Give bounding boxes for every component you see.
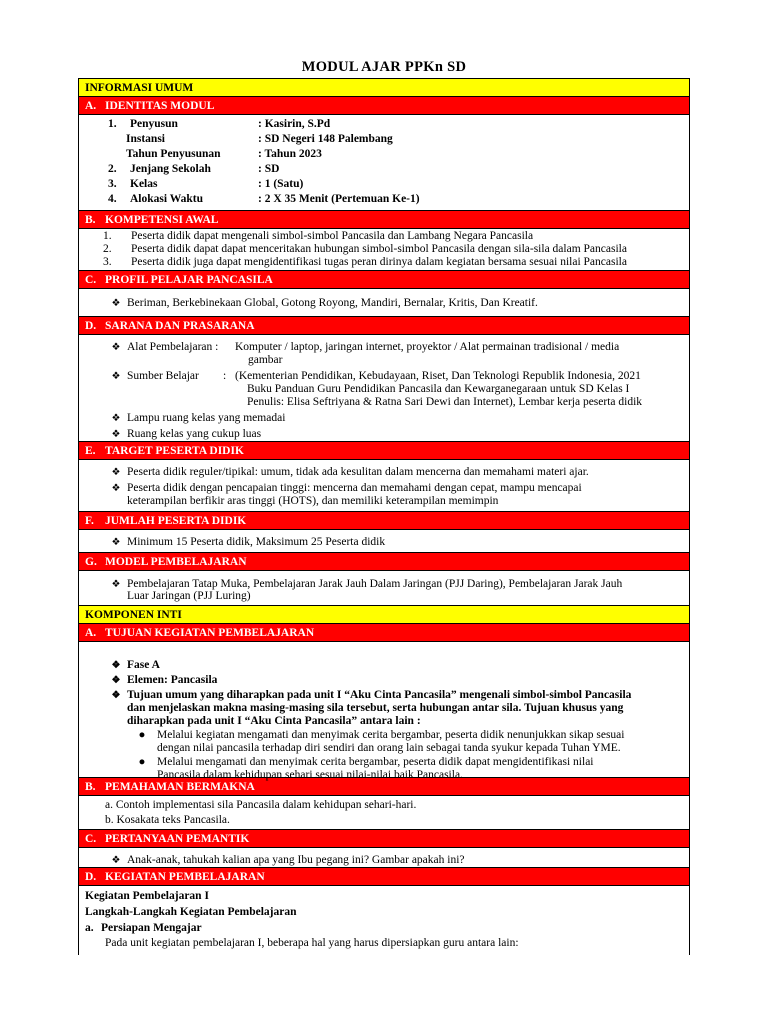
profil-content (79, 289, 689, 317)
list-item: ❖ Anak-anak, tahukah kalian apa yang Ibu pegang ini? Gambar apakah ini? (105, 853, 465, 868)
diamond-bullet-icon: ❖ (111, 467, 121, 478)
diamond-bullet-icon: ❖ (111, 660, 121, 671)
list-item: ❖ Peserta didik dengan pencapaian tinggi: mencerna dan memahami dengan cepat, mampu mencapai (105, 481, 687, 496)
heading-kegiatan-pembelajaran (79, 868, 689, 886)
list-item-continuation: Penulis: Elisa Seftriyana & Ratna Sari Dewi dan Internet), Lembar kerja peserta didik (247, 396, 643, 408)
list-item: 2. Peserta didik dapat dapat menceritakan hubungan simbol-simbol Pancasila dengan sila-sila dalam Pancasila (103, 243, 627, 255)
round-bullet-icon: ● (138, 729, 146, 741)
heading-kompetensi-awal (79, 211, 689, 229)
list-item: ❖ Beriman, Berkebinekaan Global, Gotong Royong, Mandiri, Bernalar, Kritis, Dan Kreatif. (105, 296, 538, 311)
heading-label: KEGIATAN PEMBELAJARAN (105, 870, 265, 883)
diamond-bullet-icon: ❖ (111, 675, 121, 686)
section-komponen-inti: KOMPONEN INTI (79, 606, 689, 624)
diamond-bullet-icon: ❖ (111, 855, 121, 866)
list-item: ❖ Fase A (105, 658, 160, 673)
page-title: MODUL AJAR PPKn SD (301, 59, 467, 75)
diamond-bullet-icon: ❖ (111, 429, 121, 440)
list-item-continuation: keterampilan berfikir aras tinggi (HOTS), dan memiliki keterampilan memimpin (127, 495, 499, 507)
kegiatan-content (79, 886, 689, 956)
heading-label: SARANA DAN PRASARANA (105, 319, 255, 332)
heading-number: B. (85, 780, 96, 793)
list-item-continuation: Buku Panduan Guru Pendidikan Pancasila dan Kewarganegaraan untuk SD Kelas I (247, 383, 630, 395)
list-item-continuation: gambar (248, 354, 283, 366)
heading-label: KOMPETENSI AWAL (105, 213, 219, 226)
identitas-content (79, 115, 689, 211)
heading-label: JUMLAH PESERTA DIDIK (105, 514, 247, 527)
heading-label: PEMAHAMAN BERMAKNA (105, 780, 255, 793)
list-item: 1. Peserta didik dapat mengenali simbol-simbol Pancasila dan Lambang Negara Pancasila (103, 230, 534, 242)
heading-sarana-prasarana (79, 317, 689, 335)
heading-number: A. (85, 99, 97, 112)
diamond-bullet-icon: ❖ (111, 298, 121, 309)
heading-tujuan-kegiatan (79, 624, 689, 642)
diamond-bullet-icon: ❖ (111, 483, 121, 494)
sub-list-item: ● Melalui kegiatan mengamati dan menyimak cerita bergambar, peserta didik nenunjukkan sikap sesuai (127, 728, 624, 742)
heading-number: C. (85, 832, 97, 845)
subheading: Langkah-Langkah Kegiatan Pembelajaran (85, 906, 297, 918)
list-item-continuation: diharapkan pada unit I “Aku Cinta Pancasila” antara lain : (127, 715, 421, 727)
heading-label: PERTANYAAN PEMANTIK (105, 832, 250, 845)
tujuan-content (79, 642, 689, 781)
list-item: ❖ Minimum 15 Peserta didik, Maksimum 25 Peserta didik (105, 535, 385, 550)
kompetensi-content (79, 229, 689, 271)
heading-label: IDENTITAS MODUL (105, 99, 215, 112)
target-content (79, 460, 689, 512)
identitas-row-tahun: Tahun Penyusunan : Tahun 2023 (126, 148, 322, 160)
pertanyaan-content (79, 848, 689, 868)
heading-number: G. (85, 555, 97, 568)
diamond-bullet-icon: ❖ (111, 579, 121, 590)
pemahaman-content (79, 796, 689, 830)
diamond-bullet-icon: ❖ (111, 371, 121, 382)
heading-identitas-modul (79, 97, 689, 115)
list-item-continuation: Luar Jaringan (PJJ Luring) (127, 590, 251, 602)
sub-list-item: ● Melalui mengamati dan menyimak cerita bergambar, peserta didik dapat mengidentifikasi nilai (127, 755, 594, 769)
list-item: ❖ Pembelajaran Tatap Muka, Pembelajaran Jarak Jauh Dalam Jaringan (PJJ Daring), Pembelajaran Jarak Jauh (105, 577, 622, 592)
model-content (79, 571, 689, 606)
heading-number: E. (85, 444, 96, 457)
heading-jumlah-peserta (79, 512, 689, 530)
list-item: ❖ Elemen: Pancasila (105, 673, 217, 688)
section-informasi-umum: INFORMASI UMUM (79, 79, 689, 97)
identitas-row-jenjang: 2. Jenjang Sekolah : SD (108, 163, 280, 175)
heading-model-pembelajaran (79, 553, 689, 571)
heading-number: D. (85, 319, 97, 332)
heading-label: MODEL PEMBELAJARAN (105, 555, 247, 568)
subheading: Kegiatan Pembelajaran I (85, 890, 209, 902)
heading-label: TUJUAN KEGIATAN PEMBELAJARAN (105, 626, 315, 639)
list-item: ❖ Sumber Belajar : (Kementerian Pendidikan, Kebudayaan, Riset, Dan Teknologi Republik Indonesia, 2021 (105, 369, 641, 384)
heading-label: PROFIL PELAJAR PANCASILA (105, 273, 273, 286)
diamond-bullet-icon: ❖ (111, 413, 121, 424)
jumlah-content (79, 530, 689, 553)
identitas-row-penyusun: 1. Penyusun : Kasirin, S.Pd (108, 118, 331, 130)
subheading: a. Persiapan Mengajar (85, 922, 202, 934)
list-item: b. Kosakata teks Pancasila. (105, 814, 230, 826)
diamond-bullet-icon: ❖ (111, 342, 121, 353)
module-table (78, 78, 690, 955)
identitas-row-alokasi: 4. Alokasi Waktu : 2 X 35 Menit (Pertemuan Ke-1) (108, 193, 420, 205)
heading-label: TARGET PESERTA DIDIK (105, 444, 244, 457)
identitas-row-instansi: Instansi : SD Negeri 148 Palembang (126, 133, 393, 145)
list-item: ❖ Alat Pembelajaran : Komputer / laptop, jaringan internet, proyektor / Alat permainan tradisional / media (105, 340, 619, 355)
paragraph: Pada unit kegiatan pembelajaran I, beberapa hal yang harus dipersiapkan guru antara lain: (105, 937, 519, 949)
round-bullet-icon: ● (138, 756, 146, 768)
list-item: ❖ Lampu ruang kelas yang memadai (105, 411, 285, 426)
heading-profil-pelajar (79, 271, 689, 289)
list-item: 3. Peserta didik juga dapat mengidentifikasi tugas peran dirinya dalam kegiatan bersama sesuai nilai Pancasila (103, 256, 627, 268)
heading-number: C. (85, 273, 97, 286)
list-item: ❖ Tujuan umum yang diharapkan pada unit I “Aku Cinta Pancasila” mengenali simbol-simbol Pancasila (105, 688, 631, 703)
identitas-row-kelas: 3. Kelas : 1 (Satu) (108, 178, 304, 190)
diamond-bullet-icon: ❖ (111, 690, 121, 701)
list-item: ❖ Peserta didik reguler/tipikal: umum, tidak ada kesulitan dalam mencerna dan memahami materi ajar. (105, 465, 589, 480)
sub-list-item-continuation: Pancasila dalam kehidupan sehari sesuai nilai-nilai baik Pancasila. (157, 769, 463, 781)
heading-number: D. (85, 870, 97, 883)
list-item: a. Contoh implementasi sila Pancasila dalam kehidupan sehari-hari. (105, 799, 417, 811)
heading-target-peserta (79, 442, 689, 460)
list-item-continuation: dan menjelaskan makna masing-masing sila tersebut, serta hubungan antar sila. Tujuan khusus yang (127, 702, 624, 714)
heading-number: A. (85, 626, 97, 639)
diamond-bullet-icon: ❖ (111, 537, 121, 548)
heading-number: F. (85, 514, 94, 527)
list-item: ❖ Ruang kelas yang cukup luas (105, 427, 261, 442)
sarana-content (79, 335, 689, 442)
heading-number: B. (85, 213, 96, 226)
heading-pertanyaan-pemantik (79, 830, 689, 848)
sub-list-item-continuation: dengan nilai pancasila terhadap diri sendiri dan orang lain sebagai tanda syukur kepada Tuhan YME. (157, 742, 621, 754)
